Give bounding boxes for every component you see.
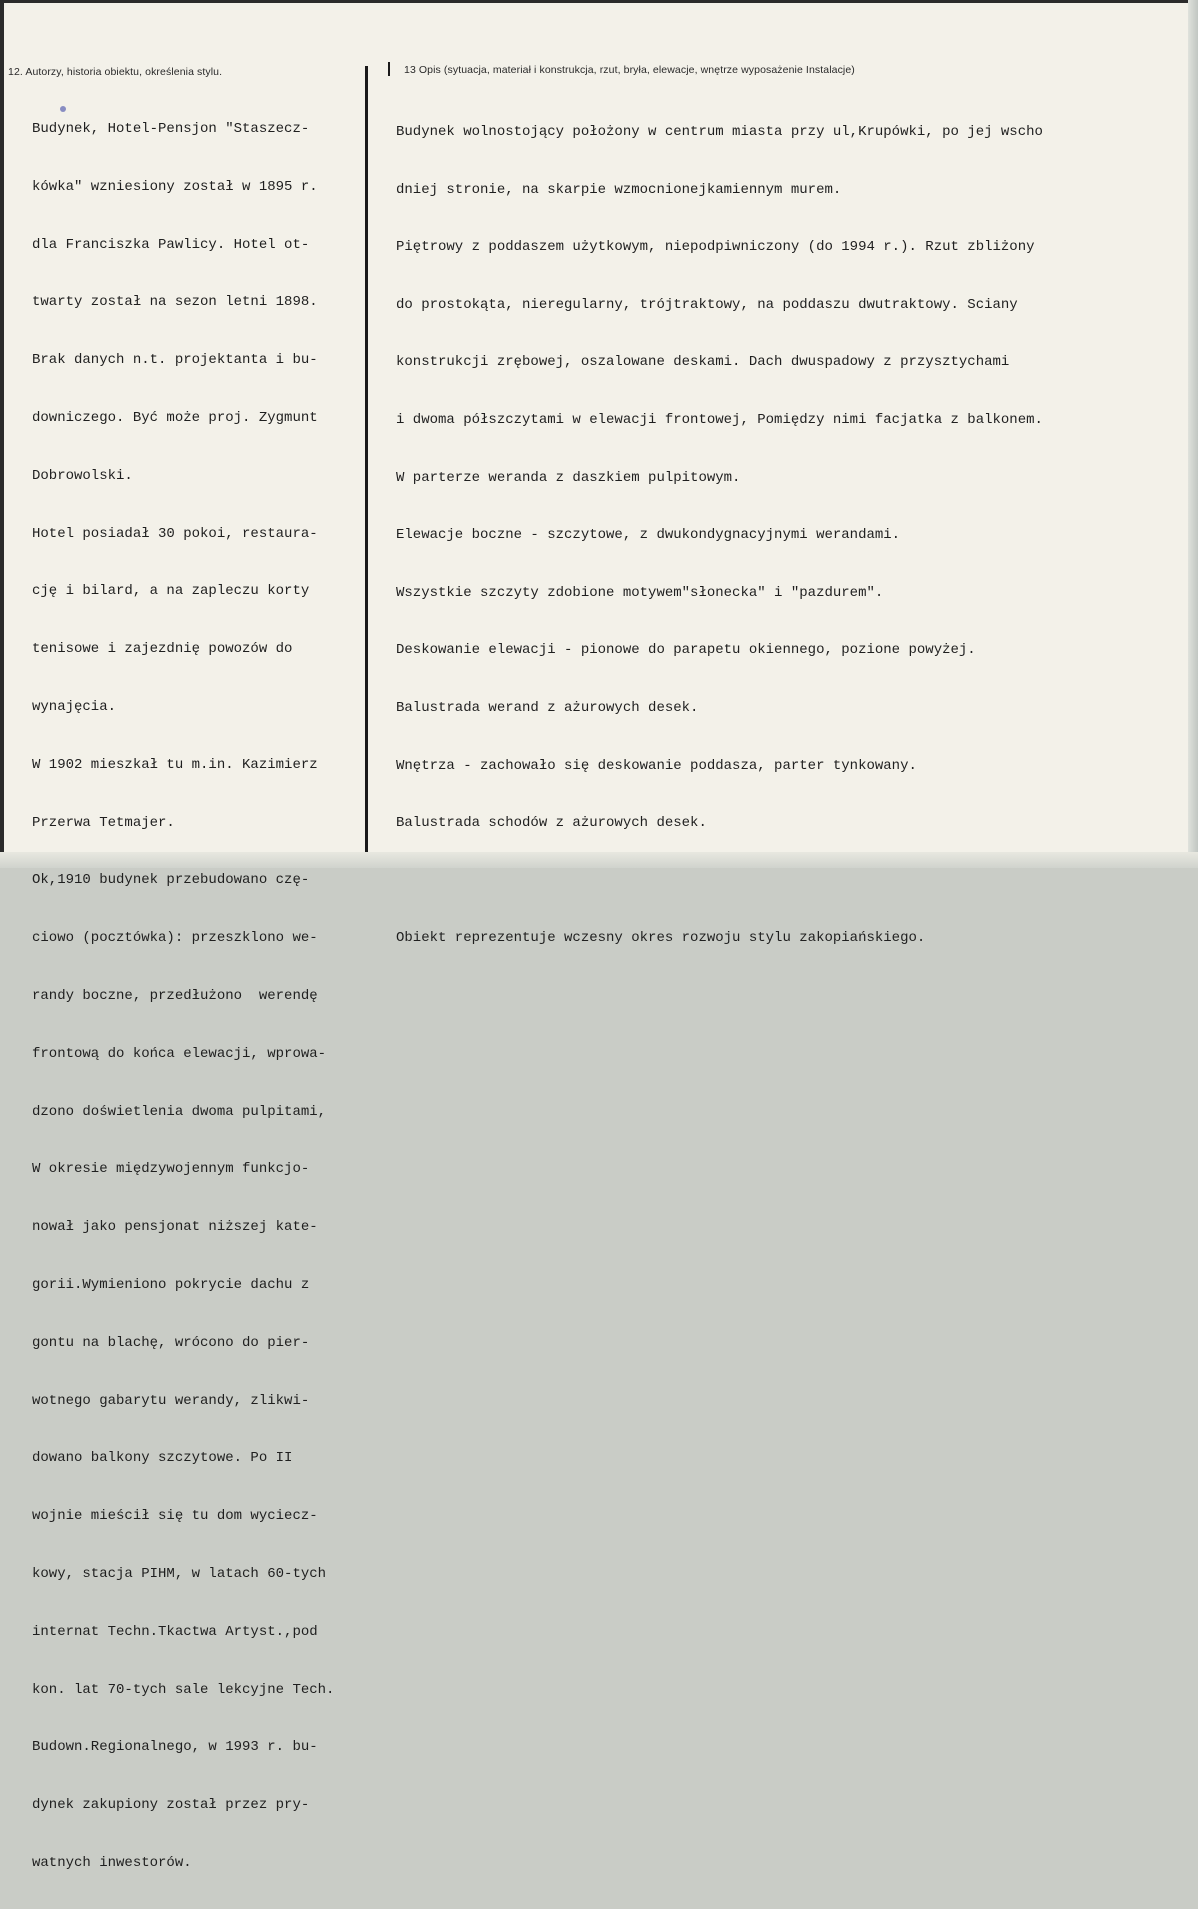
history-line: wynajęcia. <box>32 698 117 715</box>
description-line: i dwoma półszczytami w elewacji frontowej, Pomiędzy nimi facjatka z balkonem. <box>396 411 1043 428</box>
history-line: W 1902 mieszkał tu m.in. Kazimierz <box>32 756 318 773</box>
description-conclusion: Obiekt reprezentuje wczesny okres rozwoju stylu zakopiańskiego. <box>396 930 926 947</box>
description-line: Wszystkie szczyty zdobione motywem"słonecka" i "pazdurem". <box>396 584 884 601</box>
history-line: gorii.Wymieniono pokrycie dachu z <box>32 1276 310 1293</box>
history-line: randy boczne, przedłużono werendę <box>32 987 318 1004</box>
history-line: downiczego. Być może proj. Zygmunt <box>32 409 318 426</box>
paper-edge-right <box>1188 0 1198 868</box>
history-line: wotnego gabarytu werandy, zlikwi- <box>32 1392 310 1409</box>
history-line: W okresie międzywojennym funkcjo- <box>32 1161 310 1178</box>
history-line: dzono doświetlenia dwoma pulpitami, <box>32 1103 327 1120</box>
section-12-label: 12. Autorzy, historia obiektu, określenia stylu. <box>8 66 223 78</box>
history-line: wojnie mieścił się tu dom wyciecz- <box>32 1508 318 1525</box>
blank-line <box>396 869 1043 895</box>
history-line: dowano balkony szczytowe. Po II <box>32 1450 293 1467</box>
history-line: nował jako pensjonat niższej kate- <box>32 1219 318 1236</box>
history-line: internat Techn.Tkactwa Artyst.,pod <box>32 1623 318 1640</box>
history-line: Brak danych n.t. projektanta i bu- <box>32 352 318 369</box>
history-line: kowy, stacja PIHM, w latach 60-tych <box>32 1565 327 1582</box>
column-divider-tick <box>388 62 390 76</box>
description-line: Deskowanie elewacji - pionowe do parapetu okiennego, pozione powyżej. <box>396 642 976 659</box>
history-line: Budown.Regionalnego, w 1993 r. bu- <box>32 1739 318 1756</box>
history-line: gontu na blachę, wrócono do pier- <box>32 1334 310 1351</box>
description-text <box>396 88 1043 984</box>
description-line: Balustrada werand z ażurowych desek. <box>396 699 699 716</box>
description-line: Wnętrza - zachowało się deskowanie poddasza, parter tynkowany. <box>396 757 917 774</box>
description-line: Piętrowy z poddaszem użytkowym, niepodpiwniczony (do 1994 r.). Rzut zbliżony <box>396 239 1035 256</box>
history-line: watnych inwestorów. <box>32 1854 192 1871</box>
history-line: tenisowe i zajezdnię powozów do <box>32 641 293 658</box>
history-line: frontową do końca elewacji, wprowa- <box>32 1045 327 1062</box>
history-line: kon. lat 70-tych sale lekcyjne Tech. <box>32 1681 335 1698</box>
page-border-top <box>0 0 1198 3</box>
history-line: Hotel posiadał 30 pokoi, restaura- <box>32 525 318 542</box>
history-line: dynek zakupiony został przez pry- <box>32 1797 310 1814</box>
description-line: Balustrada schodów z ażurowych desek. <box>396 815 707 832</box>
description-line: dniej stronie, na skarpie wzmocnionejkamiennym murem. <box>396 181 842 198</box>
history-line: Budynek, Hotel-Pensjon "Staszecz- <box>32 121 310 137</box>
history-line: cję i bilard, a na zapleczu korty <box>32 583 310 600</box>
description-line: Elewacje boczne - szczytowe, z dwukondygnacyjnymi werandami. <box>396 527 901 544</box>
description-line: W parterze weranda z daszkiem pulpitowym. <box>396 469 741 486</box>
section-13-label: 13 Opis (sytuacja, materiał i konstrukcja, rzut, bryła, elewacje, wnętrze wyposażenie Instalacje) <box>404 64 855 76</box>
description-line: konstrukcji zrębowej, oszalowane deskami. Dach dwuspadowy z przysztychami <box>396 354 1010 371</box>
history-line: kówka" wzniesiony został w 1895 r. <box>32 178 318 195</box>
history-line: Przerwa Tetmajer. <box>32 814 175 831</box>
history-line: ciowo (pocztówka): przeszklono we- <box>32 930 318 947</box>
history-line: dla Franciszka Pawlicy. Hotel ot- <box>32 236 310 253</box>
column-divider <box>365 66 368 852</box>
page-border-left <box>0 0 4 868</box>
history-line: Ok,1910 budynek przebudowano czę- <box>32 872 310 889</box>
history-line: Dobrowolski. <box>32 467 133 484</box>
history-text <box>32 85 334 1909</box>
description-line: do prostokąta, nieregularny, trójtraktowy, na poddaszu dwutraktowy. Sciany <box>396 296 1018 313</box>
description-line: Budynek wolnostojący położony w centrum miasta przy ul,Krupówki, po jej wscho <box>396 124 1043 140</box>
history-line: twarty został na sezon letni 1898. <box>32 294 318 311</box>
